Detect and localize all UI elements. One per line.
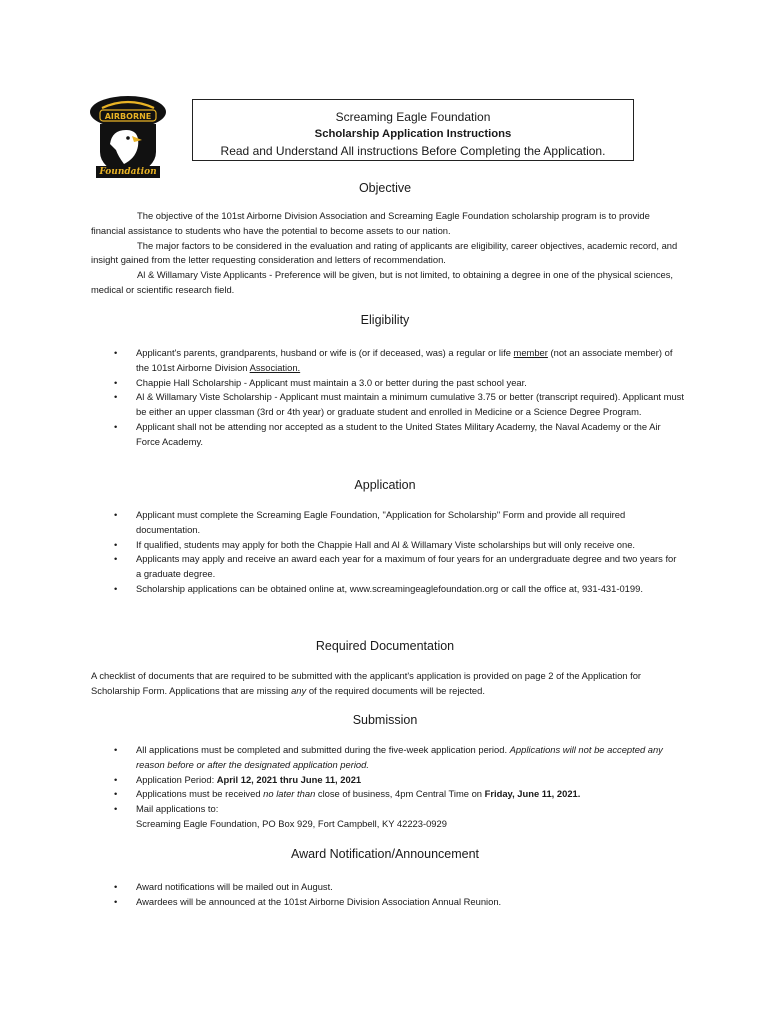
objective-section [91,209,681,298]
submission-text: Application Period: [136,773,217,785]
list-item [112,346,684,376]
submission-text: close of business, 4pm Central Time on [315,788,485,800]
award-list [112,880,684,910]
deadline-date: Friday, June 11, 2021. [484,788,581,800]
eligibility-list [112,346,684,450]
foundation-title: Screaming Eagle Foundation [335,110,491,124]
list-item: • Scholarship applications can be obtained online at, www.screamingeaglefoundation.org or call the office at, 931-431-0199. [112,582,684,597]
list-item: • Applicants may apply and receive an award each year for a maximum of four years for an undergraduate degree and two years for a graduate degree. [112,552,684,582]
required-documentation-text [91,669,681,699]
list-item: • If qualified, students may apply for both the Chappie Hall and Al & Willamary Viste scholarships but will only receive one. [112,538,684,553]
association-link[interactable]: Association. [249,361,301,373]
list-item [112,773,684,788]
objective-paragraph-3: Al & Willamary Viste Applicants - Preference will be given, but is not limited, to obtaining a degree in one of the physical sciences, medical or scientific research field. [91,269,674,295]
submission-emphasis: Applications will not be accepted any reason before or after the designated application period. [136,744,663,770]
list-item: • Chappie Hall Scholarship - Applicant must maintain a 3.0 or better during the past school year. [112,376,684,391]
submission-list [112,743,684,832]
eligibility-text: Applicant's parents, grandparents, husband or wife is (or if deceased, was) a regular or life [136,347,514,358]
submission-text: • Mail applications to: [136,803,219,815]
required-documentation-heading: Required Documentation [315,639,455,653]
mailing-address: Screaming Eagle Foundation, PO Box 929, Fort Campbell, KY 42223-0929 [136,817,447,829]
submission-text: All applications must be completed and submitted during the five-week application period. [136,744,510,755]
objective-paragraph-2: The major factors to be considered in the evaluation and rating of applicants are eligibility, career objectives, academic record, and insight gained from the letter requesting consideration and letters of recommendation. [91,239,678,266]
submission-text: Applications must be received [136,788,264,800]
list-item: • Award notifications will be mailed out in August. [112,880,684,895]
objective-heading: Objective [358,181,412,195]
instructions-title: Scholarship Application Instructions [314,128,512,140]
objective-paragraph-1: The objective of the 101st Airborne Division Association and Screaming Eagle Foundation scholarship program is to provide financial assistance to students who have the potential to become assets to our nation. [91,210,650,236]
eligibility-text: (not an associate member) of the 101st Airborne Division [136,347,673,373]
list-item [112,743,684,773]
list-item: • Awardees will be announced at the 101st Airborne Division Association Annual Reunion. [112,895,684,910]
member-link[interactable]: member [513,347,548,358]
logo-wordmark: Foundation [96,166,160,178]
title-box [192,99,634,161]
list-item: • Al & Willamary Viste Scholarship - Applicant must maintain a minimum cumulative 3.75 or better (transcript required). Applicant must be either an upper classman (3rd or 4th year) or graduate student and enrolled in Medicine or a Science Degree Program. [112,390,684,420]
application-heading: Application [354,478,416,492]
doc-text: A checklist of documents that are required to be submitted with the applicant's application is provided on page 2 of the Application for Scholarship Form. Applications that are missing [91,670,642,696]
submission-heading: Submission [352,713,418,727]
award-heading: Award Notification/Announcement [290,847,480,861]
application-list [112,508,684,597]
list-item [112,787,684,802]
application-period: April 12, 2021 thru June 11, 2021 [216,773,362,785]
doc-emphasis: any [291,684,307,696]
list-item: • Applicant must complete the Screaming Eagle Foundation, "Application for Scholarship" Form and provide all required documentation. [112,508,684,538]
eligibility-heading: Eligibility [360,313,410,327]
svg-text:AIRBORNE: AIRBORNE [104,112,152,121]
instructions-subtitle: Read and Understand All instructions Before Completing the Application. [220,144,606,158]
list-item [112,802,684,832]
list-item: • Applicant shall not be attending nor accepted as a student to the United States Military Academy, the Naval Academy or the Air Force Academy. [112,420,684,450]
doc-text: of the required documents will be rejected. [306,684,485,696]
submission-emphasis: no later than [263,788,316,800]
